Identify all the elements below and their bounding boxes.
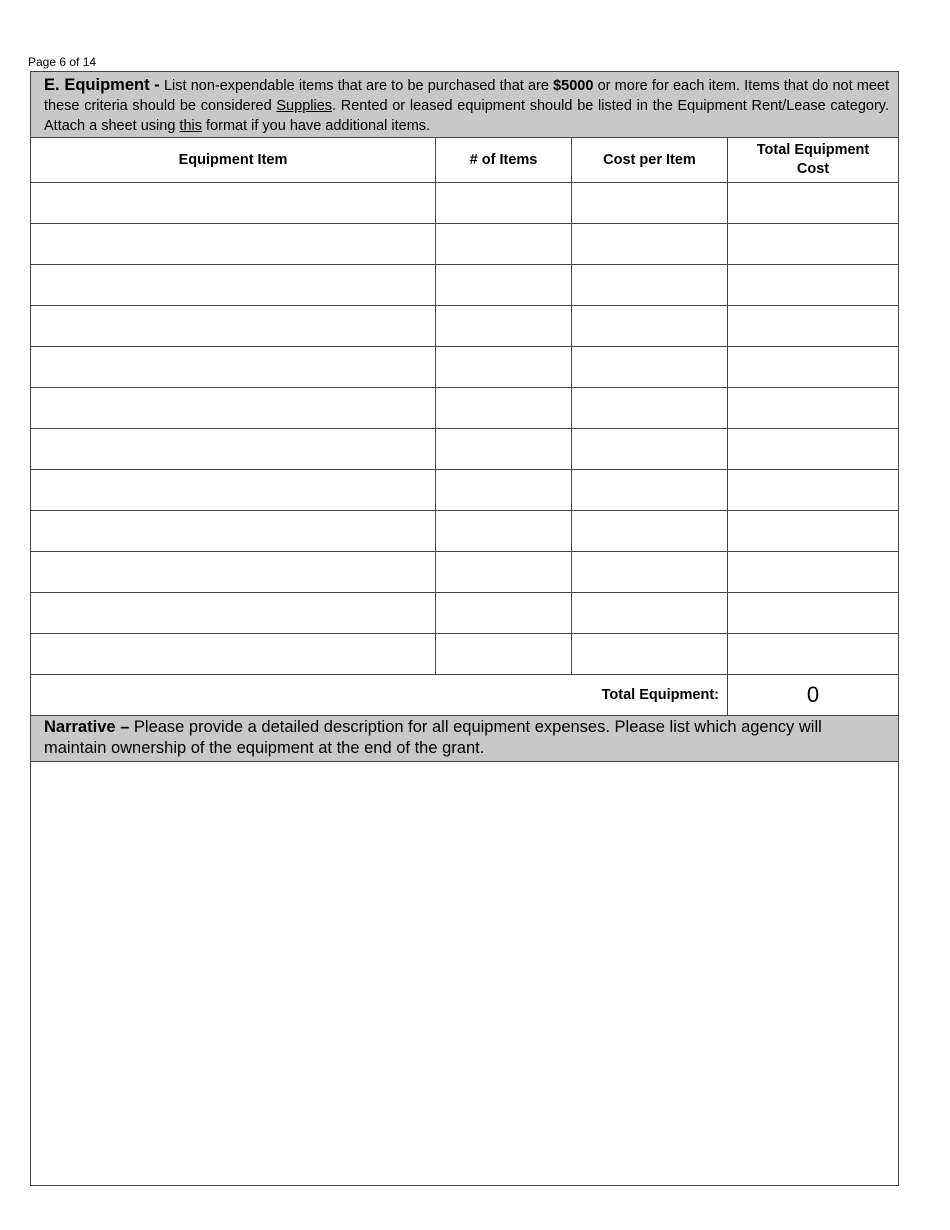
total-cost-cell[interactable] bbox=[728, 511, 899, 552]
equipment-item-cell[interactable] bbox=[31, 634, 436, 675]
equipment-intro-3: . Rented or leased equipment should be listed in the Equipment Rent/Lease category. Attach a sheet using bbox=[44, 98, 889, 134]
equipment-intro-4: format if you have additional items. bbox=[202, 118, 431, 134]
total-cost-cell[interactable] bbox=[728, 470, 899, 511]
num-items-cell[interactable] bbox=[436, 634, 572, 675]
total-cost-cell[interactable] bbox=[728, 634, 899, 675]
num-items-cell[interactable] bbox=[436, 511, 572, 552]
total-cost-cell[interactable] bbox=[728, 552, 899, 593]
table-row bbox=[31, 593, 899, 634]
cost-per-item-cell[interactable] bbox=[572, 388, 728, 429]
equipment-threshold: $5000 bbox=[553, 78, 594, 94]
num-items-cell[interactable] bbox=[436, 224, 572, 265]
total-cost-cell[interactable] bbox=[728, 224, 899, 265]
equipment-intro-1: List non-expendable items that are to be purchased that are bbox=[159, 78, 554, 94]
total-cost-cell[interactable] bbox=[728, 265, 899, 306]
cost-per-item-cell[interactable] bbox=[572, 470, 728, 511]
equipment-section-header bbox=[31, 72, 899, 138]
table-row bbox=[31, 511, 899, 552]
equipment-section-label: E. Equipment - bbox=[44, 76, 160, 94]
col-total-cost: Total Equipment Cost bbox=[728, 138, 899, 183]
equipment-item-cell[interactable] bbox=[31, 265, 436, 306]
num-items-cell[interactable] bbox=[436, 183, 572, 224]
num-items-cell[interactable] bbox=[436, 429, 572, 470]
equipment-item-cell[interactable] bbox=[31, 511, 436, 552]
num-items-cell[interactable] bbox=[436, 306, 572, 347]
total-cost-cell[interactable] bbox=[728, 593, 899, 634]
table-row bbox=[31, 347, 899, 388]
column-header-row bbox=[31, 138, 899, 183]
table-row bbox=[31, 634, 899, 675]
equipment-form bbox=[30, 71, 899, 1186]
total-cost-cell[interactable] bbox=[728, 388, 899, 429]
equipment-item-cell[interactable] bbox=[31, 388, 436, 429]
cost-per-item-cell[interactable] bbox=[572, 593, 728, 634]
num-items-cell[interactable] bbox=[436, 593, 572, 634]
table-row bbox=[31, 388, 899, 429]
col-equipment-item: Equipment Item bbox=[31, 138, 436, 183]
narrative-field[interactable] bbox=[31, 762, 899, 1186]
col-cost-per-item: Cost per Item bbox=[572, 138, 728, 183]
table-row bbox=[31, 224, 899, 265]
col-num-items: # of Items bbox=[436, 138, 572, 183]
this-word: this bbox=[179, 118, 202, 134]
table-row bbox=[31, 470, 899, 511]
equipment-item-cell[interactable] bbox=[31, 306, 436, 347]
narrative-label: Narrative – bbox=[44, 718, 130, 736]
cost-per-item-cell[interactable] bbox=[572, 265, 728, 306]
total-row bbox=[31, 675, 899, 716]
cost-per-item-cell[interactable] bbox=[572, 511, 728, 552]
equipment-item-cell[interactable] bbox=[31, 224, 436, 265]
table-row bbox=[31, 183, 899, 224]
equipment-item-cell[interactable] bbox=[31, 552, 436, 593]
total-cost-cell[interactable] bbox=[728, 306, 899, 347]
equipment-item-cell[interactable] bbox=[31, 347, 436, 388]
cost-per-item-cell[interactable] bbox=[572, 224, 728, 265]
cost-per-item-cell[interactable] bbox=[572, 552, 728, 593]
table-row bbox=[31, 265, 899, 306]
equipment-item-cell[interactable] bbox=[31, 429, 436, 470]
total-cost-cell[interactable] bbox=[728, 183, 899, 224]
equipment-intro-2: or more for each item. Items that do not meet these criteria should be considered bbox=[44, 78, 890, 114]
num-items-cell[interactable] bbox=[436, 388, 572, 429]
table-row bbox=[31, 306, 899, 347]
cost-per-item-cell[interactable] bbox=[572, 183, 728, 224]
equipment-item-cell[interactable] bbox=[31, 470, 436, 511]
page-number: Page 6 of 14 bbox=[28, 55, 97, 69]
narrative-header bbox=[31, 716, 899, 762]
table-row bbox=[31, 429, 899, 470]
narrative-instructions: Please provide a detailed description for all equipment expenses. Please list which agency will maintain ownership of the equipment at the end of the grant. bbox=[44, 718, 822, 757]
num-items-cell[interactable] bbox=[436, 265, 572, 306]
cost-per-item-cell[interactable] bbox=[572, 429, 728, 470]
cost-per-item-cell[interactable] bbox=[572, 306, 728, 347]
table-row bbox=[31, 552, 899, 593]
equipment-item-cell[interactable] bbox=[31, 183, 436, 224]
supplies-word: Supplies bbox=[276, 98, 333, 114]
equipment-item-cell[interactable] bbox=[31, 593, 436, 634]
cost-per-item-cell[interactable] bbox=[572, 634, 728, 675]
num-items-cell[interactable] bbox=[436, 552, 572, 593]
cost-per-item-cell[interactable] bbox=[572, 347, 728, 388]
total-cost-cell[interactable] bbox=[728, 347, 899, 388]
num-items-cell[interactable] bbox=[436, 347, 572, 388]
num-items-cell[interactable] bbox=[436, 470, 572, 511]
total-cost-cell[interactable] bbox=[728, 429, 899, 470]
total-equipment-label: Total Equipment: bbox=[31, 675, 728, 716]
total-equipment-value[interactable]: 0 bbox=[728, 675, 899, 716]
